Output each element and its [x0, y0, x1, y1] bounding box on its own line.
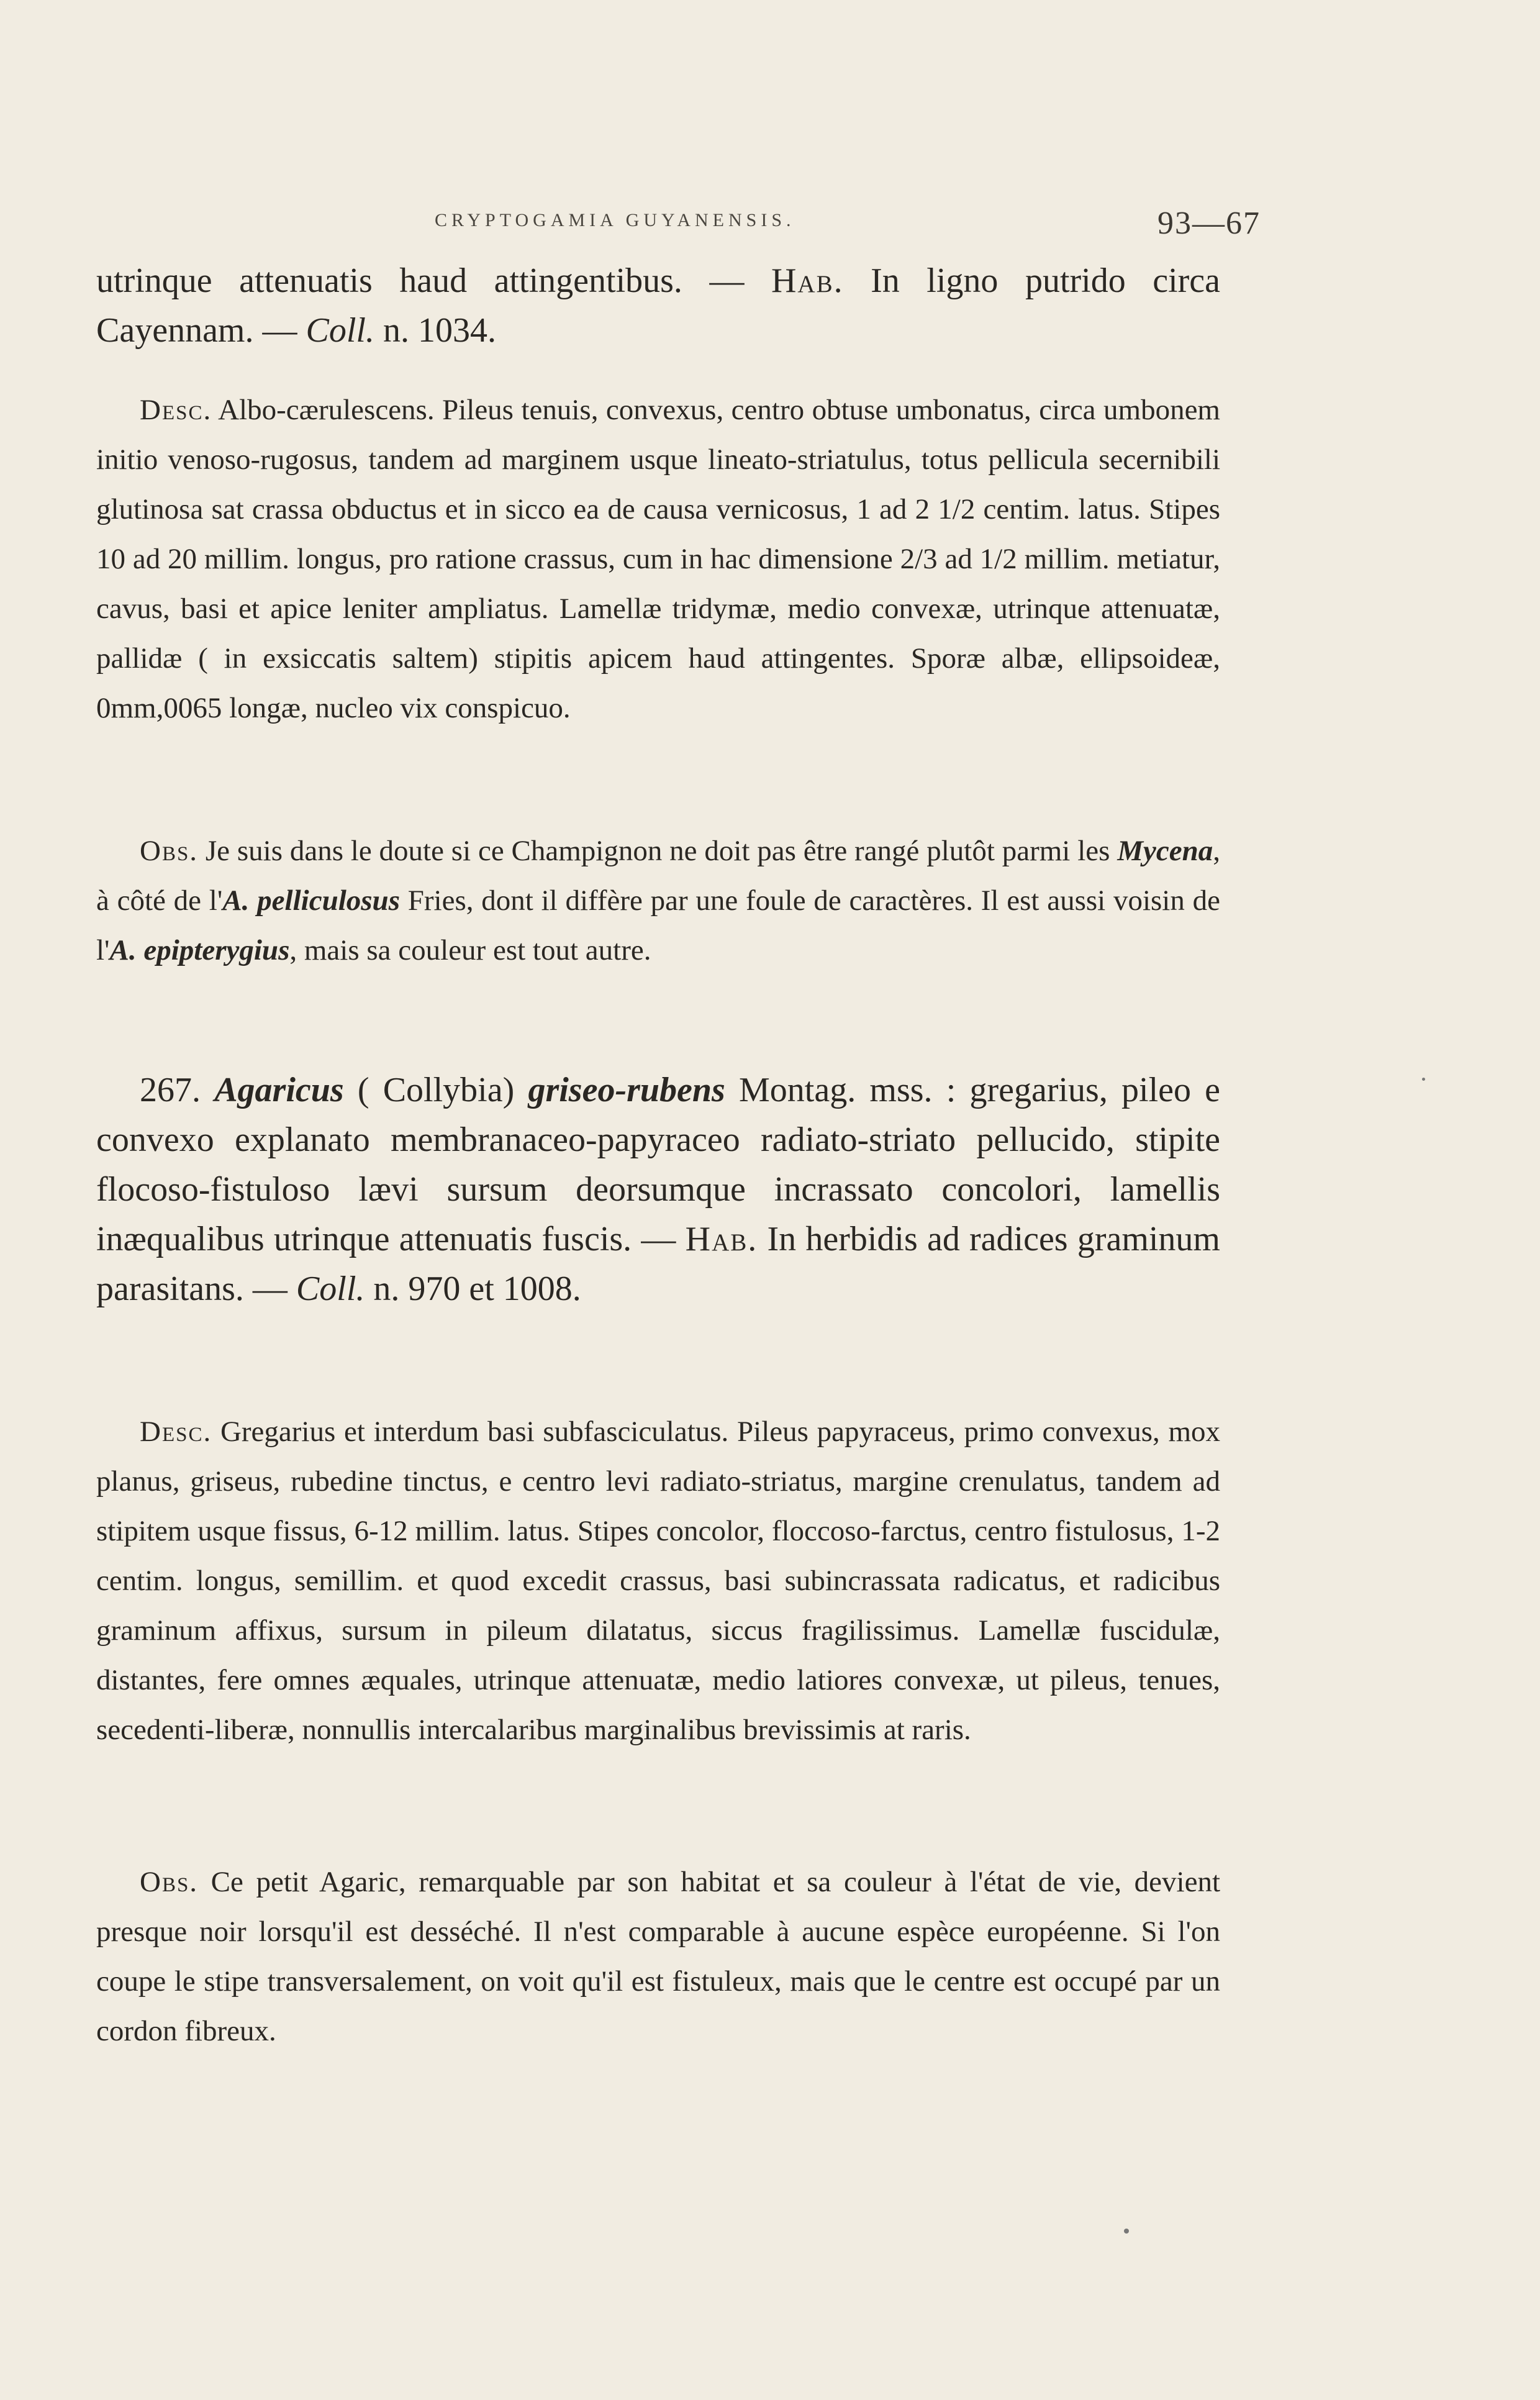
observation-2: [96, 1857, 1220, 2056]
obs-label: Obs.: [140, 1866, 199, 1898]
habitat-label: Hab.: [771, 261, 844, 300]
continuation-text: utrinque attenuatis haud attingentibus. —: [96, 261, 745, 300]
obs-text: Ce petit Agaric, remarquable par son habitat et sa couleur à l'état de vie, devient presque noir lorsqu'il est desséché. Il n'est comparable à aucune espèce européenne. Si l'on coupe le stipe transversalement, on voit qu'il est fistuleux, mais que le centre est occupé par un cordon fibreux.: [96, 1866, 1221, 2047]
desc-text: Albo-cærulescens. Pileus tenuis, convexus, centro obtuse umbonatus, circa umbonem initio venoso-rugosus, tandem ad marginem usque lineato-striatulus, totus pellicula secernibili glutinosa sat crassa obductus et in sicco ea de causa vernicosus, 1 ad 2 1/2 centim. latus. Stipes 10 ad 20 millim. longus, pro ratione crassus, cum in hac dimensione 2/3 ad 1/2 millim. metiatur, cavus, basi et apice leniter ampliatus. Lamellæ tridymæ, medio convexæ, utrinque attenuatæ, pallidæ ( in exsiccatis saltem) stipitis apicem haud attingentes. Sporæ albæ, ellipsoideæ, 0mm,0065 longæ, nucleo vix conspicuo.: [96, 394, 1220, 724]
habitat-text: In ligno putrido circa Cayennam. —: [96, 261, 1221, 350]
obs-label: Obs.: [140, 835, 199, 867]
continued-entry: [96, 256, 1220, 355]
collection-label: Coll.: [306, 311, 374, 350]
collection-number: n. 1034.: [383, 311, 496, 350]
entry-genus: Agaricus: [214, 1071, 344, 1109]
obs-text-a: Je suis dans le doute si ce Champignon ne doit pas être rangé plutôt parmi les: [205, 835, 1110, 867]
entry-continuation: [96, 256, 1220, 355]
entry-267-paragraph: [96, 1065, 1220, 1314]
obs-text-c: Fries, dont il diffère par une foule de caractères. Il est aussi voisin de l': [96, 884, 1220, 966]
collection-label: Coll.: [296, 1270, 365, 1308]
observation-1: [96, 826, 1220, 975]
entry-267: [96, 1065, 1220, 1314]
page-number: 93—67: [1157, 206, 1261, 241]
page-header: [435, 205, 1261, 248]
paper-speck: [1422, 1078, 1425, 1081]
habitat-label: Hab.: [685, 1220, 758, 1258]
obs-text-b: , à côté de l': [96, 835, 1220, 917]
description-paragraph: [96, 1407, 1220, 1755]
desc-label: Desc.: [140, 394, 212, 426]
entry-diagnosis: Montag. mss. : gregarius, pileo e convexo explanato membranaceo-papyraceo radiato-striato pellucido, stipite flocoso-fistuloso lævi sursum deorsumque incrassato concolori, lamellis inæqualibus utrinque attenuatis fuscis. —: [96, 1071, 1221, 1258]
collection-number: n. 970 et 1008.: [373, 1270, 581, 1308]
observation-paragraph: [96, 1857, 1220, 2056]
entry-epithet: griseo-rubens: [528, 1071, 725, 1109]
description-2: [96, 1407, 1220, 1755]
description-1: [96, 385, 1220, 733]
entry-number: 267.: [140, 1071, 201, 1109]
genus-mycena: Mycena: [1117, 835, 1213, 867]
entry-subgenus: ( Collybia): [357, 1071, 515, 1109]
obs-text-d: , mais sa couleur est tout autre.: [289, 934, 651, 966]
desc-text: Gregarius et interdum basi subfasciculatus. Pileus papyraceus, primo convexus, mox planus, griseus, rubedine tinctus, e centro levi radiato-striatus, margine crenulatus, tandem ad stipitem usque fissus, 6-12 millim. latus. Stipes concolor, floccoso-farctus, centro fistulosus, 1-2 centim. longus, semillim. et quod excedit crassus, basi subincrassata radicatus, et radicibus graminum affixus, sursum in pileum dilatatus, siccus fragilissimus. Lamellæ fuscidulæ, distantes, fere omnes æquales, utrinque attenuatæ, medio latiores convexæ, ut pileus, tenues, secedenti-liberæ, nonnullis intercalaribus marginalibus brevissimis at raris.: [96, 1416, 1221, 1746]
paper-speck: [1124, 2229, 1129, 2234]
species-epipterygius: A. epipterygius: [109, 934, 290, 966]
description-paragraph: [96, 385, 1220, 733]
habitat-text: In herbidis ad radices graminum parasitans. —: [96, 1220, 1220, 1308]
species-pelliculosus: A. pelliculosus: [222, 884, 400, 917]
desc-label: Desc.: [140, 1416, 212, 1448]
observation-paragraph: [96, 826, 1220, 975]
running-head: CRYPTOGAMIA GUYANENSIS.: [435, 210, 795, 230]
